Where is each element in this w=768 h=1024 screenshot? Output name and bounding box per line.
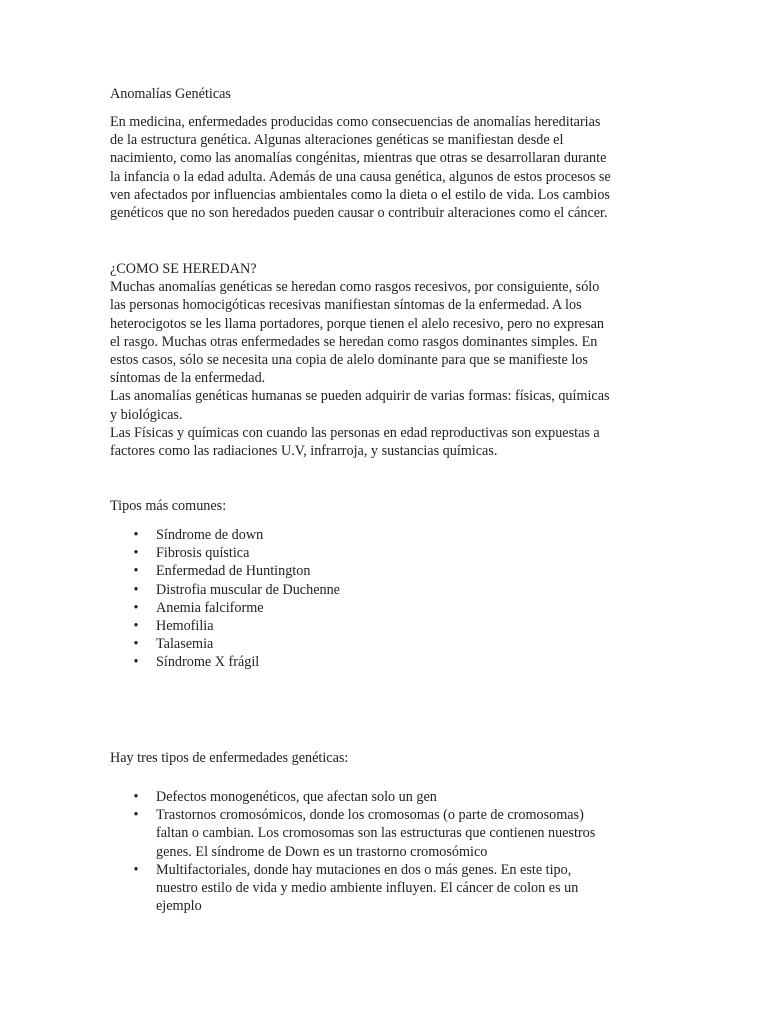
text-line: factores como las radiaciones U.V, infrarroja, y sustancias químicas. bbox=[110, 443, 498, 460]
list-item-text: Defectos monogenéticos, que afectan solo un gen bbox=[156, 789, 437, 805]
bullet-icon: • bbox=[133, 545, 139, 562]
document-title: Anomalías Genéticas bbox=[110, 86, 231, 102]
list-item bbox=[110, 544, 660, 562]
text-line: estos casos, sólo se necesita una copia de alelo dominante para que se manifieste los bbox=[110, 352, 588, 369]
text-line: ven afectados por influencias ambientales como la dieta o el estilo de vida. Los cambios bbox=[110, 186, 610, 203]
list-item-text: Fibrosis quística bbox=[156, 545, 250, 562]
list-item bbox=[110, 806, 660, 861]
list-item-text: Multifactoriales, donde hay mutaciones en dos o más genes. En este tipo, bbox=[156, 861, 572, 878]
text-line: heterocigotos se les llama portadores, porque tienen el alelo recesivo, pero no expresan bbox=[110, 315, 605, 332]
bullet-icon: • bbox=[133, 563, 139, 580]
bullet-icon: • bbox=[133, 618, 139, 635]
list-item-text: Síndrome de down bbox=[156, 527, 264, 543]
bullet-icon: • bbox=[133, 581, 139, 598]
list-item-text: Anemia falciforme bbox=[156, 599, 264, 616]
list-item-text: Enfermedad de Huntington bbox=[156, 563, 311, 580]
list-item-text: ejemplo bbox=[156, 898, 202, 915]
text-line: de la estructura genética. Algunas alteraciones genéticas se manifiestan desde el bbox=[110, 132, 564, 149]
bullet-icon: • bbox=[133, 861, 139, 878]
heredan-section bbox=[110, 260, 660, 460]
bullet-icon: • bbox=[133, 807, 139, 824]
text-line: la infancia o la edad adulta. Además de una causa genética, algunos de estos procesos se bbox=[110, 168, 611, 185]
list-item bbox=[110, 562, 660, 580]
list-item bbox=[110, 653, 660, 671]
text-line: genéticos que no son heredados pueden causar o contribuir alteraciones como el cáncer. bbox=[110, 205, 608, 222]
list-item-text: Trastornos cromosómicos, donde los cromosomas (o parte de cromosomas) bbox=[156, 807, 584, 824]
list-item bbox=[110, 617, 660, 635]
list-item-text: faltan o cambian. Los cromosomas son las estructuras que contienen nuestros bbox=[156, 825, 596, 842]
section-heading: ¿COMO SE HEREDAN? bbox=[110, 261, 257, 277]
text-line: las personas homocigóticas recesivas manifiestan síntomas de la enfermedad. A los bbox=[110, 297, 582, 314]
bullet-icon: • bbox=[133, 527, 139, 543]
list-item-text: Talasemia bbox=[156, 636, 214, 653]
list-item bbox=[110, 581, 660, 599]
list-item-text: Distrofia muscular de Duchenne bbox=[156, 581, 340, 598]
tipos-heading: Tipos más comunes: bbox=[110, 498, 227, 514]
list-item bbox=[110, 526, 660, 544]
list-item bbox=[110, 861, 660, 916]
tipos-list bbox=[110, 526, 660, 672]
bullet-icon: • bbox=[133, 636, 139, 653]
intro-paragraph bbox=[110, 113, 660, 222]
bullet-icon: • bbox=[133, 789, 139, 805]
text-line: síntomas de la enfermedad. bbox=[110, 370, 266, 387]
text-line: el rasgo. Muchas otras enfermedades se heredan como rasgos dominantes simples. En bbox=[110, 333, 598, 350]
list-item-text: genes. El síndrome de Down es un trastorno cromosómico bbox=[156, 843, 488, 860]
list-item-text: Hemofilia bbox=[156, 618, 214, 635]
list-item bbox=[110, 599, 660, 617]
text-line: Muchas anomalías genéticas se heredan como rasgos recesivos, por consiguiente, sólo bbox=[110, 279, 600, 296]
bullet-icon: • bbox=[133, 599, 139, 616]
list-item-text: Síndrome X frágil bbox=[156, 654, 260, 671]
tres-tipos-heading: Hay tres tipos de enfermedades genéticas: bbox=[110, 750, 349, 766]
list-item bbox=[110, 788, 660, 806]
text-line: En medicina, enfermedades producidas como consecuencias de anomalías hereditarias bbox=[110, 114, 601, 130]
text-line: Las Físicas y químicas con cuando las personas en edad reproductivas son expuestas a bbox=[110, 424, 600, 441]
text-line: nacimiento, como las anomalías congénitas, mientras que otras se desarrollaran durante bbox=[110, 150, 607, 167]
list-item bbox=[110, 635, 660, 653]
text-line: Las anomalías genéticas humanas se pueden adquirir de varias formas: físicas, químicas bbox=[110, 388, 610, 405]
tres-tipos-list bbox=[110, 788, 660, 915]
text-line: y biológicas. bbox=[110, 406, 183, 423]
list-item-text: nuestro estilo de vida y medio ambiente influyen. El cáncer de colon es un bbox=[156, 880, 579, 897]
bullet-icon: • bbox=[133, 654, 139, 671]
